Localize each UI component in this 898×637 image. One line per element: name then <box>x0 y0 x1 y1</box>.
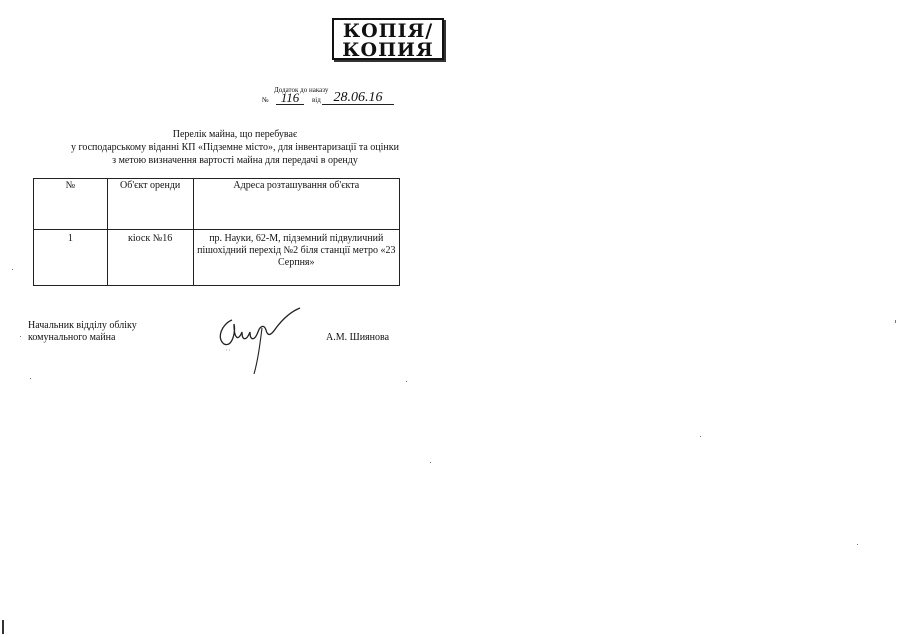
heading-line-2: у господарському віданні КП «Підземне місто», для інвентаризації та оцінки <box>71 142 399 153</box>
order-number-label: № <box>262 96 269 104</box>
order-date-label: від <box>312 96 321 104</box>
table-row <box>34 230 400 286</box>
stamp-line-1: КОПІЯ/ <box>342 20 434 42</box>
heading-line-1: Перелік майна, що перебуває <box>172 129 298 140</box>
signer-name: А.М. Шиянова <box>326 332 390 343</box>
order-reference <box>262 86 402 110</box>
scan-speck <box>700 436 701 437</box>
column-header-address: Адреса розташування об'єкта <box>193 179 399 230</box>
order-date: 28.06.16 <box>322 91 394 105</box>
column-header-object: Об'єкт оренди <box>107 179 193 230</box>
table-header-row <box>34 179 400 230</box>
handwritten-signature <box>204 298 304 376</box>
cell-address: пр. Науки, 62-М, підземний підвуличний пішохідний перехід №2 біля станції метро «23 Серпня» <box>193 230 399 286</box>
document-heading <box>30 128 440 167</box>
scan-speck <box>895 320 896 323</box>
cell-object: кіоск №16 <box>107 230 193 286</box>
scan-speck <box>20 336 21 337</box>
signer-title <box>28 320 137 344</box>
scan-speck <box>30 378 31 379</box>
copy-stamp <box>332 18 444 60</box>
signer-title-line-2: комунального майна <box>28 332 116 343</box>
scan-speck <box>406 381 407 382</box>
heading-line-3: з метою визначення вартості майна для передачі в оренду <box>112 155 358 166</box>
scan-speck <box>430 462 431 463</box>
cell-number: 1 <box>34 230 108 286</box>
order-caption: Додаток до наказу <box>274 86 329 94</box>
signer-title-line-1: Начальник відділу обліку <box>28 320 137 331</box>
scan-speck <box>857 544 858 545</box>
scan-edge-mark <box>2 620 4 634</box>
order-number: 116 <box>276 91 304 105</box>
asset-table <box>33 178 400 286</box>
scan-speck <box>12 269 13 270</box>
stamp-line-2: КОПИЯ <box>342 39 434 61</box>
column-header-number: № <box>34 179 108 230</box>
